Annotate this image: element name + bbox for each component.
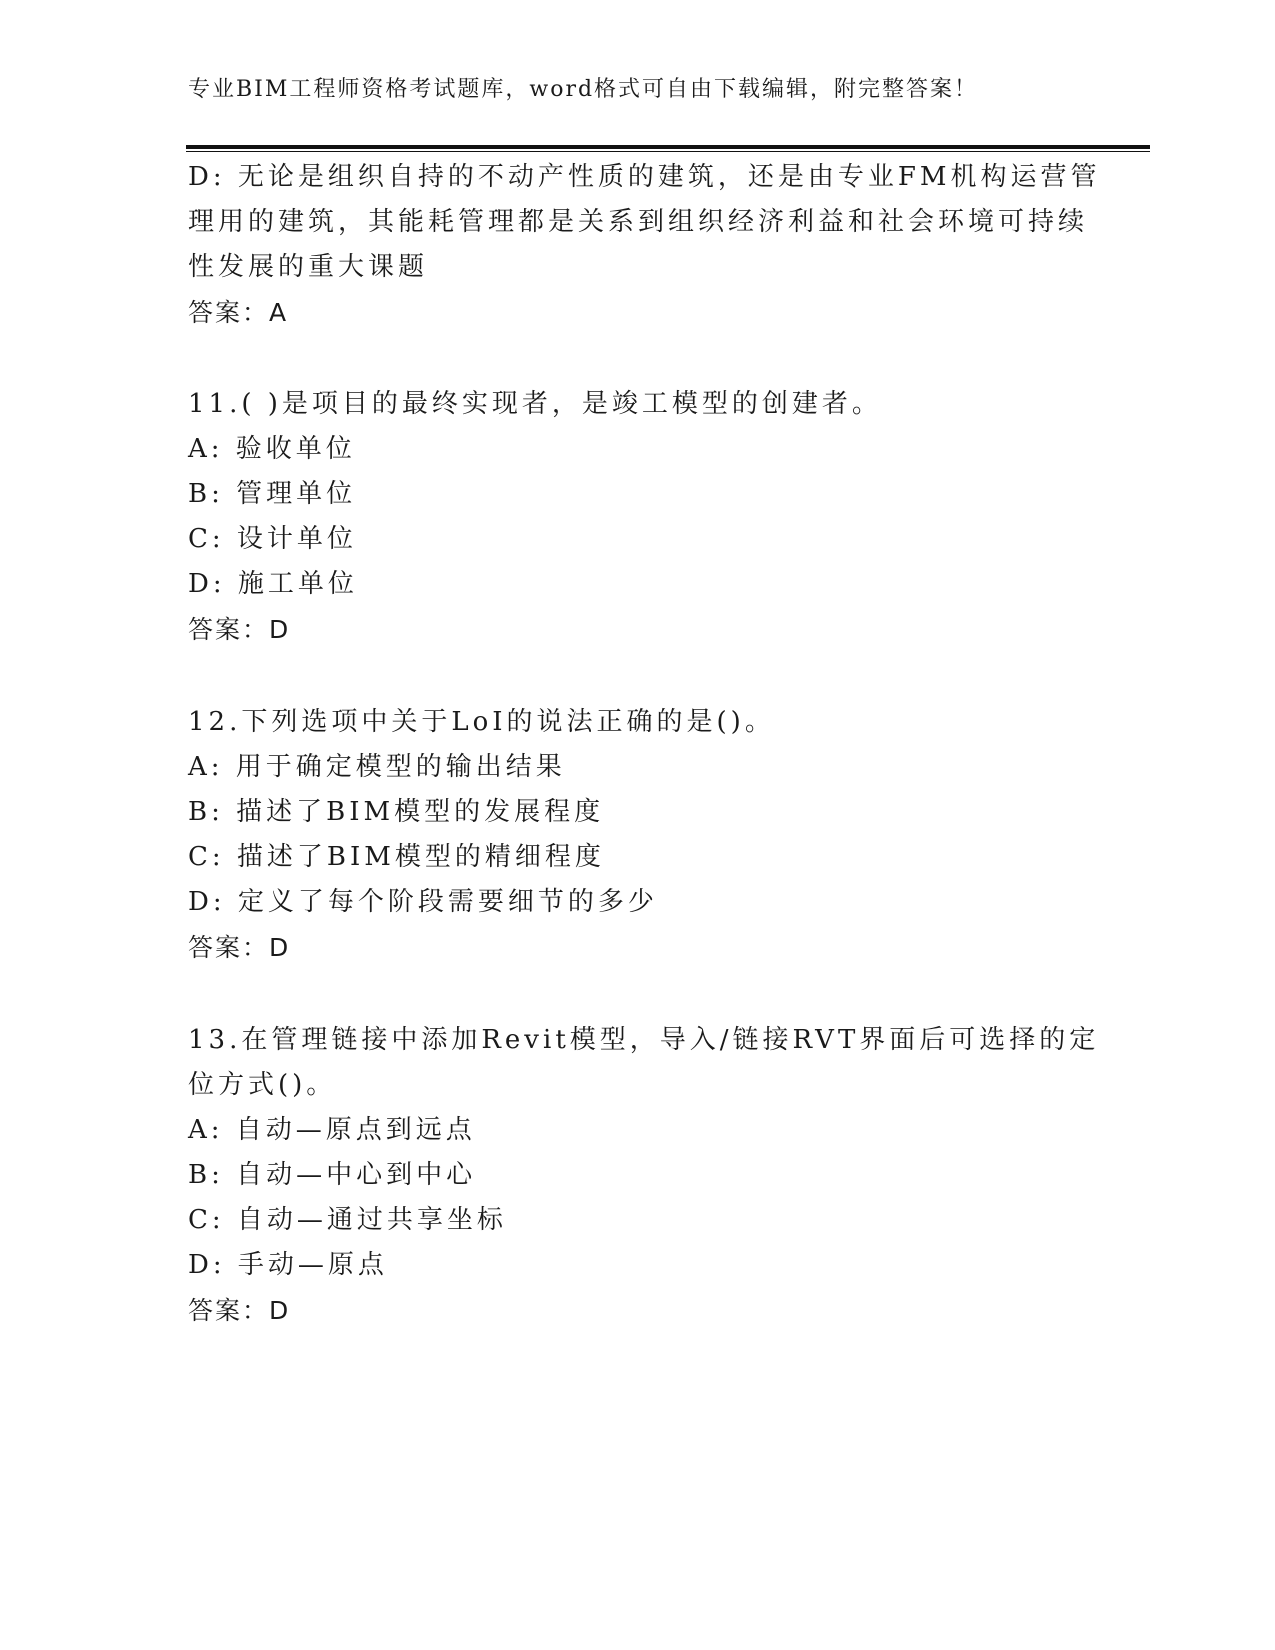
- option-d: D: 施工单位: [188, 569, 358, 599]
- option-d-line: 性发展的重大课题: [188, 252, 429, 282]
- option-b: B: 自动—中心到中心: [188, 1160, 477, 1190]
- question-stem-continued: 位方式()。: [188, 1070, 337, 1100]
- page-header: 专业BIM工程师资格考试题库，word格式可自由下载编辑，附完整答案！: [188, 77, 979, 102]
- question-stem: 11.( )是项目的最终实现者，是竣工模型的创建者。: [188, 389, 882, 419]
- header-rule-thick: [186, 145, 1150, 149]
- option-b: B: 管理单位: [188, 479, 357, 509]
- option-d: D: 定义了每个阶段需要细节的多少: [188, 887, 658, 917]
- question-12: [188, 700, 1088, 970]
- question-stem: 13.在管理链接中添加Revit模型，导入/链接RVT界面后可选择的定: [188, 1025, 1100, 1055]
- prev-question: [188, 155, 1101, 335]
- option-a: A: 用于确定模型的输出结果: [188, 752, 566, 782]
- option-d-line: D: 无论是组织自持的不动产性质的建筑，还是由专业FM机构运营管: [188, 162, 1101, 192]
- option-a: A: 自动—原点到远点: [188, 1115, 476, 1145]
- answer-line: 答案：D: [188, 1296, 291, 1325]
- option-b: B: 描述了BIM模型的发展程度: [188, 797, 605, 827]
- option-d: D: 手动—原点: [188, 1250, 388, 1280]
- answer-line: 答案：D: [188, 615, 291, 644]
- question-stem: 12.下列选项中关于LoI的说法正确的是()。: [188, 707, 775, 737]
- option-d-line: 理用的建筑，其能耗管理都是关系到组织经济利益和社会环境可持续: [188, 207, 1089, 237]
- option-c: C: 设计单位: [188, 524, 357, 554]
- option-c: C: 自动—通过共享坐标: [188, 1205, 507, 1235]
- option-a: A: 验收单位: [188, 434, 356, 464]
- question-13: [188, 1018, 1100, 1333]
- option-c: C: 描述了BIM模型的精细程度: [188, 842, 605, 872]
- header-rule-thin: [186, 151, 1150, 152]
- answer-line: 答案：D: [188, 933, 291, 962]
- question-11: [188, 382, 1088, 652]
- answer-line: 答案：A: [188, 298, 289, 327]
- page-content: [188, 155, 1101, 1333]
